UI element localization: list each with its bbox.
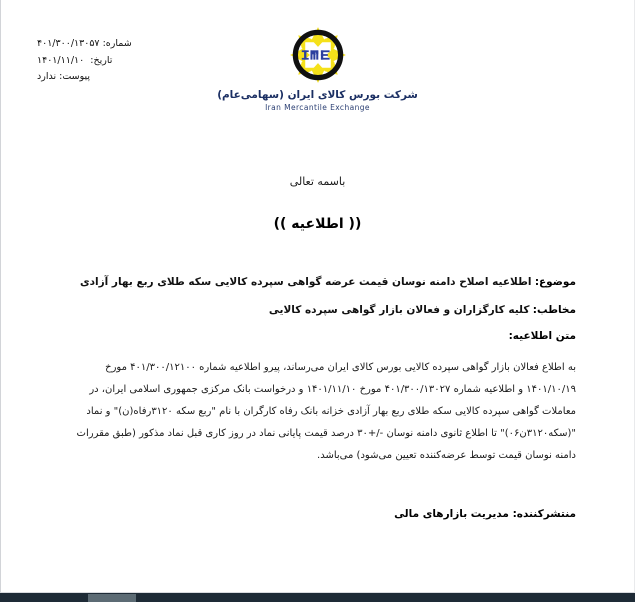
horizontal-scrollbar[interactable]	[0, 593, 635, 602]
publisher-line	[394, 508, 576, 520]
logo-name-fa: شرکت بورس کالای ایران (سهامی‌عام)	[217, 89, 418, 101]
body-line: دامنه نوسان قیمت توسط عرضه‌کننده تعیین می‌شود) می‌باشد.	[317, 450, 576, 461]
document-page	[1, 0, 634, 592]
meta-number-value: ۴۰۱/۳۰۰/۱۳۰۵۷	[37, 38, 100, 49]
organization-logo	[1, 26, 634, 113]
publisher-value: مدیریت بازارهای مالی	[394, 508, 509, 520]
document-header	[1, 0, 634, 135]
basmala-text: باسمه تعالی	[289, 175, 346, 188]
logo-name-en: Iran Mercantile Exchange	[265, 103, 370, 112]
document-fields	[59, 268, 576, 324]
notice-body	[59, 357, 576, 467]
meta-date-value: ۱۴۰۱/۱۱/۱۰	[37, 54, 85, 66]
body-line: ۱۴۰۱/۱۰/۱۹ و اطلاعیه شماره ۴۰۱/۳۰۰/۱۳۰۲۷ مورخ ۱۴۰۱/۱۱/۱۰ و درخواست بانک مرکزی جمهوری اسلامی ایران، در	[89, 384, 576, 395]
body-line: معاملات گواهی سپرده کالایی سکه طلای ربع بهار آزادی خزانه بانک رفاه کارگران با نام "ربع سکه ۳۱۲۰رفاه(ن)" و نماد	[86, 406, 576, 417]
field-audience	[59, 296, 576, 324]
horizontal-scrollbar-thumb[interactable]	[88, 594, 136, 602]
body-line: به اطلاع فعالان بازار گواهی سپرده کالایی بورس کالای ایران می‌رساند، پیرو اطلاعیه شماره ۴۰۱/۳۰۰/۱۲۱۰۰ مورخ	[105, 362, 576, 373]
page-title: (( اطلاعیه ))	[273, 216, 362, 232]
ime-logo-icon	[289, 26, 347, 84]
meta-attachment-label: پیوست:	[59, 71, 91, 82]
meta-date-label: تاریخ:	[90, 54, 113, 66]
meta-number-label: شماره:	[102, 38, 132, 49]
meta-attachment-value: ندارد	[37, 71, 57, 82]
field-audience-label: مخاطب:	[532, 304, 576, 316]
field-audience-value: کلیه کارگزاران و فعالان بازار گواهی سپرده کالایی	[268, 304, 530, 316]
field-subject-value: اطلاعیه اصلاح دامنه نوسان قیمت عرضه گواهی سپرده کالایی سکه طلای ربع بهار آزادی	[80, 276, 532, 288]
field-subject	[59, 268, 576, 296]
publisher-label: منتشرکننده:	[512, 508, 576, 520]
field-subject-label: موضوع:	[534, 276, 576, 288]
logo-mark-ime	[301, 50, 329, 59]
field-body-label: متن اطلاعیه:	[508, 330, 576, 342]
body-line: "(سکه۳۱۲۰ن۰۶)" تا اطلاع ثانوی دامنه نوسان -/+۳۰ درصد قیمت پایانی نماد در روز کاری قبل نماد مذکور (طبق مقررات	[76, 428, 576, 439]
